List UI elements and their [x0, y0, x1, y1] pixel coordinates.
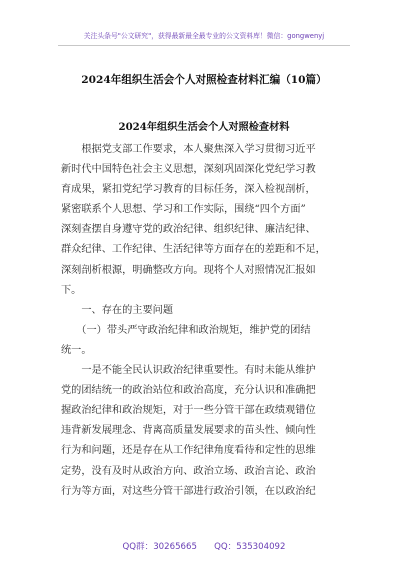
body-line: 行为等方面，对这些分管干部进行政治引领，在以政治纪	[61, 485, 316, 497]
body-line: 深刻查摆自身遵守党的政治纪律、组织纪律、廉洁纪律、	[61, 224, 316, 236]
footer-contact: QQ群：30265665 QQ：535304092	[122, 542, 286, 552]
body-line: 统一。	[61, 344, 92, 356]
subheading-line: 一、存在的主要问题	[61, 304, 174, 316]
section-title: 2024年组织生活会个人对照检查材料	[118, 121, 290, 133]
body-line: 根据党支部工作要求，本人聚焦深入学习贯彻习近平	[61, 144, 316, 155]
body-line: 违背新发展理念、背离高质量发展要求的苗头性、倾向性	[61, 425, 316, 437]
body-line: 定势，没有及时从政治方向、政治立场、政治言论、政治	[61, 465, 316, 477]
body-line: 一是不能全民认识政治纪律重要性。有时未能从维护	[61, 365, 316, 377]
body-line: 握政治纪律和政治规矩，对于一些分管干部在政绩观错位	[61, 405, 316, 417]
body-line: 行为和问题，还是存在从工作纪律角度看待和定性的思维	[61, 445, 316, 457]
header-divider	[58, 45, 350, 46]
body-line: 下。	[61, 284, 82, 296]
document-title: 2024年组织生活会个人对照检查材料汇编（10篇）	[81, 74, 327, 86]
document-body	[61, 140, 351, 502]
body-line: 紧密联系个人思想、学习和工作实际，围绕“四个方面”	[61, 204, 306, 216]
body-line: 育成果，紧扣党纪学习教育的目标任务，深入检视剖析，	[61, 184, 316, 196]
body-line: 群众纪律、工作纪律、生活纪律等方面存在的差距和不足，	[61, 244, 326, 256]
body-line: 党的团结统一的政治站位和政治高度，充分认识和准确把	[61, 385, 316, 397]
body-line: （一）带头严守政治纪律和政治规矩，维护党的团结	[61, 324, 311, 336]
body-line: 新时代中国特色社会主义思想，深刻巩固深化党纪学习教	[61, 164, 316, 176]
header-promo-note: 关注头条号"公文研究"，获得最新最全最专业的公文资料库！微信：gongwenyj	[83, 32, 325, 40]
body-line: 深刻剖析根源，明确整改方向。现将个人对照情况汇报如	[61, 264, 316, 276]
